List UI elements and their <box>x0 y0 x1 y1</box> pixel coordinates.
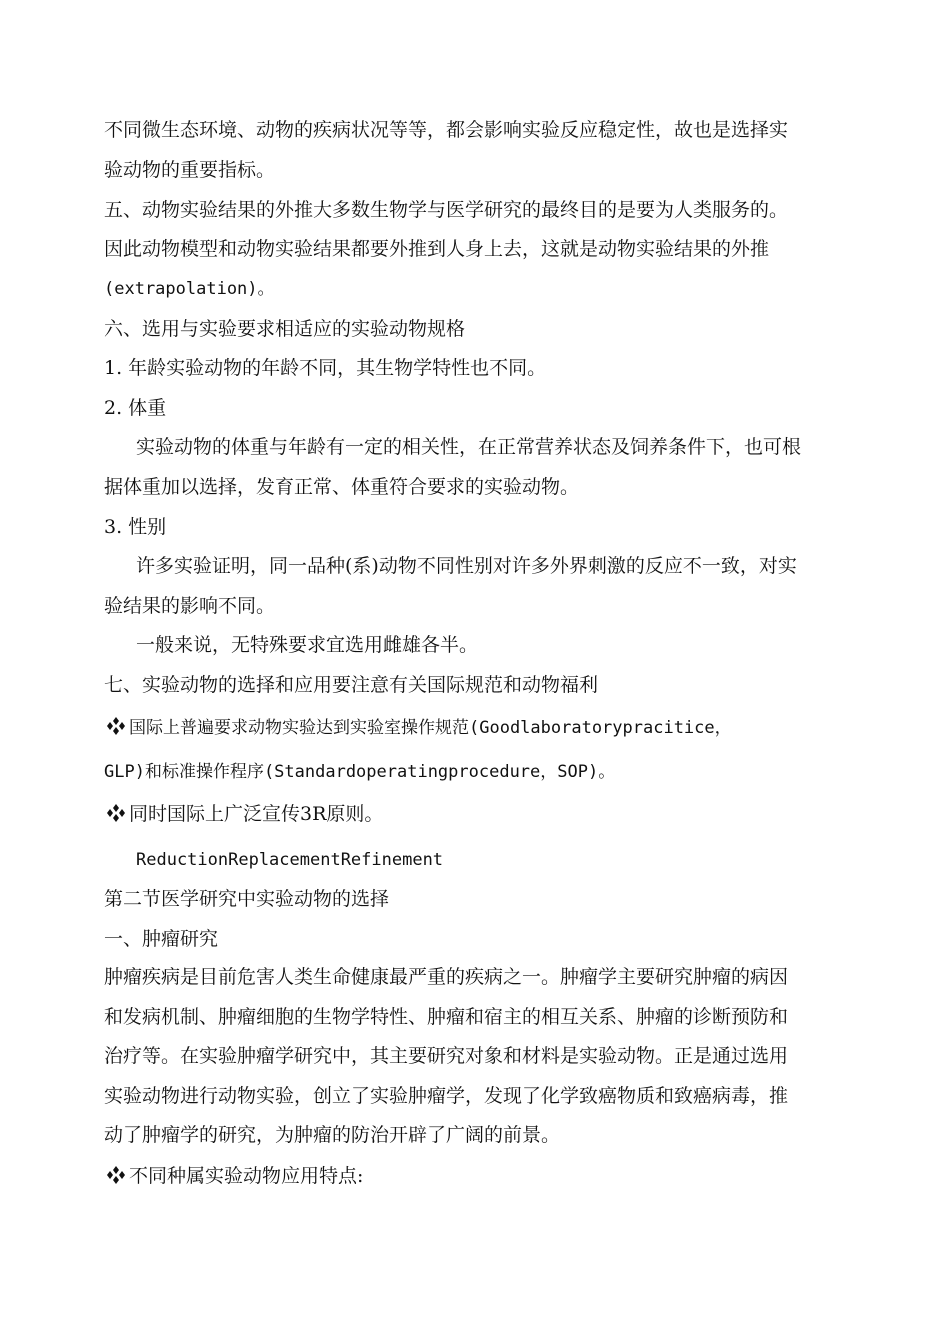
paragraph-line: 不同微生态环境、动物的疾病状况等等，都会影响实验反应稳定性，故也是选择实 <box>104 119 789 141</box>
section-heading: 五、动物实验结果的外推大多数生物学与医学研究的最终目的是要为人类服务的。 <box>104 199 789 221</box>
paragraph-line: 肿瘤疾病是目前危害人类生命健康最严重的疾病之一。肿瘤学主要研究肿瘤的病因 <box>104 966 789 988</box>
bullet-item <box>104 714 732 740</box>
paragraph-line: 验动物的重要指标。 <box>104 159 276 181</box>
paragraph-line: 许多实验证明，同一品种(系)动物不同性别对许多外界刺激的反应不一致，对实 <box>136 555 797 577</box>
bullet-text: 国际上普遍要求动物实验达到实验室操作规范(Goodlaboratorypracitice， <box>129 718 732 738</box>
section-heading: 一、肿瘤研究 <box>104 928 219 950</box>
paragraph-line: 一般来说，无特殊要求宜选用雌雄各半。 <box>136 634 479 656</box>
paragraph-line: 治疗等。在实验肿瘤学研究中，其主要研究对象和材料是实验动物。正是通过选用 <box>104 1045 789 1067</box>
list-item: 1. 年龄实验动物的年龄不同，其生物学特性也不同。 <box>104 357 547 379</box>
paragraph-line: GLP)和标准操作程序(Standardoperatingprocedure，SOP)。 <box>104 762 616 782</box>
section-heading: 七、实验动物的选择和应用要注意有关国际规范和动物福利 <box>104 674 599 696</box>
bullet-item <box>104 1163 363 1189</box>
four-diamond-bullet-icon <box>104 716 128 736</box>
bullet-text: 不同种属实验动物应用特点: <box>129 1165 364 1187</box>
list-item: 2. 体重 <box>104 397 167 419</box>
paragraph-line: 因此动物模型和动物实验结果都要外推到人身上去，这就是动物实验结果的外推 <box>104 238 770 260</box>
four-diamond-bullet-icon <box>104 803 128 823</box>
four-diamond-bullet-icon <box>104 1165 128 1185</box>
paragraph-line: 实验动物进行动物实验，创立了实验肿瘤学，发现了化学致癌物质和致癌病毒，推 <box>104 1085 789 1107</box>
bullet-item <box>104 801 383 827</box>
paragraph-line: 实验动物的体重与年龄有一定的相关性，在正常营养状态及饲养条件下，也可根 <box>136 436 802 458</box>
section-heading: 六、选用与实验要求相适应的实验动物规格 <box>104 318 466 340</box>
paragraph-line: 动了肿瘤学的研究，为肿瘤的防治开辟了广阔的前景。 <box>104 1124 561 1146</box>
paragraph-line: (extrapolation)。 <box>104 279 275 299</box>
paragraph-line: ReductionReplacementRefinement <box>136 850 444 870</box>
paragraph-line: 和发病机制、肿瘤细胞的生物学特性、肿瘤和宿主的相互关系、肿瘤的诊断预防和 <box>104 1006 789 1028</box>
list-item: 3. 性别 <box>104 516 167 538</box>
paragraph-line: 据体重加以选择，发育正常、体重符合要求的实验动物。 <box>104 476 580 498</box>
section-heading: 第二节医学研究中实验动物的选择 <box>104 888 390 910</box>
bullet-text: 同时国际上广泛宣传3R原则。 <box>129 803 384 825</box>
paragraph-line: 验结果的影响不同。 <box>104 595 276 617</box>
